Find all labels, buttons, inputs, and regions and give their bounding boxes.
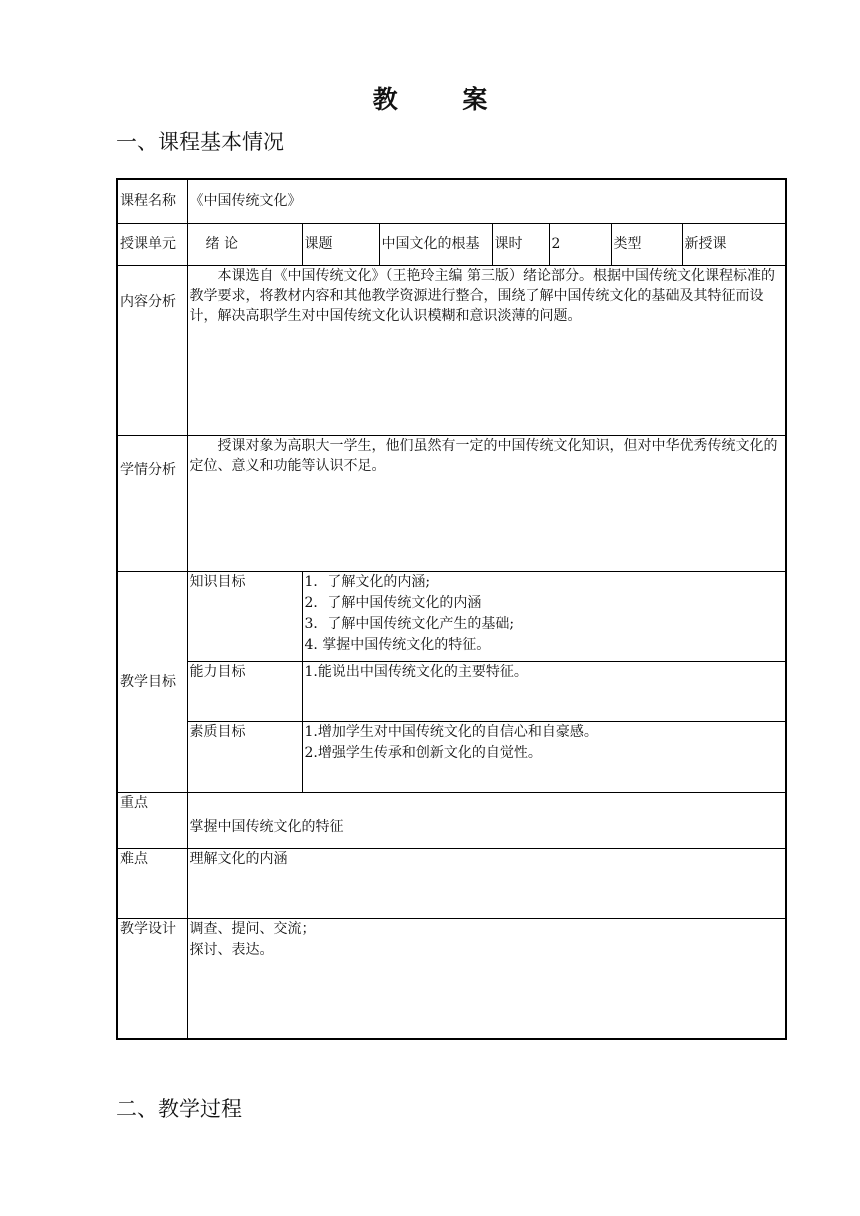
course-name-value: 《中国传统文化》	[187, 179, 786, 223]
teaching-objectives-label: 教学目标	[117, 571, 187, 792]
list-item: 4. 掌握中国传统文化的特征。	[304, 636, 491, 653]
key-point-label: 重点	[117, 792, 187, 848]
ability-objective-list	[302, 661, 786, 721]
difficulty-label: 难点	[117, 848, 187, 918]
learner-analysis-label: 学情分析	[117, 435, 187, 571]
content-analysis-text: 本课选自《中国传统文化》（王艳玲主编 第三版）绪论部分。根据中国传统文化课程标准的教学要求，将教材内容和其他教学资源进行整合，围绕了解中国传统文化的基础及其特征而设计，解决高职学生对中国传统文化认识模糊和意识淡薄的问题。	[189, 267, 775, 324]
list-item: 3．了解中国传统文化产生的基础;	[304, 615, 515, 632]
list-item: 2．了解中国传统文化的内涵	[304, 594, 482, 611]
topic-value: 中国文化的根基	[379, 223, 492, 265]
class-hours-label: 课时	[492, 223, 549, 265]
content-analysis-cell	[187, 265, 786, 435]
teaching-design-list	[187, 918, 786, 1039]
list-item: 2.增强学生传承和创新文化的自觉性。	[304, 744, 542, 761]
knowledge-objective-list	[302, 571, 786, 661]
lesson-type-label: 类型	[611, 223, 682, 265]
topic-label: 课题	[302, 223, 379, 265]
list-item: 1.增加学生对中国传统文化的自信心和自豪感。	[304, 723, 598, 740]
teaching-unit-value: 绪 论	[187, 223, 302, 265]
difficulty-text: 理解文化的内涵	[187, 848, 786, 918]
course-info-table	[116, 178, 787, 1040]
class-hours-value: 2	[549, 223, 611, 265]
teaching-unit-label: 授课单元	[117, 223, 187, 265]
section-heading-teaching-process: 二、教学过程	[116, 1097, 242, 1121]
section-heading-course-info: 一、课程基本情况	[116, 130, 284, 154]
learner-analysis-text: 授课对象为高职大一学生，他们虽然有一定的中国传统文化知识，但对中华优秀传统文化的定位、意义和功能等认识不足。	[189, 437, 778, 474]
key-point-text: 掌握中国传统文化的特征	[187, 792, 786, 848]
list-item: 探讨、表达。	[189, 941, 274, 958]
content-analysis-label: 内容分析	[117, 265, 187, 435]
learner-analysis-cell	[187, 435, 786, 571]
list-item: 调查、提问、交流；	[189, 920, 316, 937]
list-item: 1.能说出中国传统文化的主要特征。	[304, 663, 528, 680]
quality-objective-list	[302, 721, 786, 792]
quality-objective-label: 素质目标	[187, 721, 302, 792]
list-item: 1．了解文化的内涵;	[304, 573, 431, 590]
document-title: 教 案	[372, 85, 516, 114]
lesson-type-value: 新授课	[682, 223, 786, 265]
knowledge-objective-label: 知识目标	[187, 571, 302, 661]
teaching-design-label: 教学设计	[117, 918, 187, 1039]
ability-objective-label: 能力目标	[187, 661, 302, 721]
course-name-label: 课程名称	[117, 179, 187, 223]
